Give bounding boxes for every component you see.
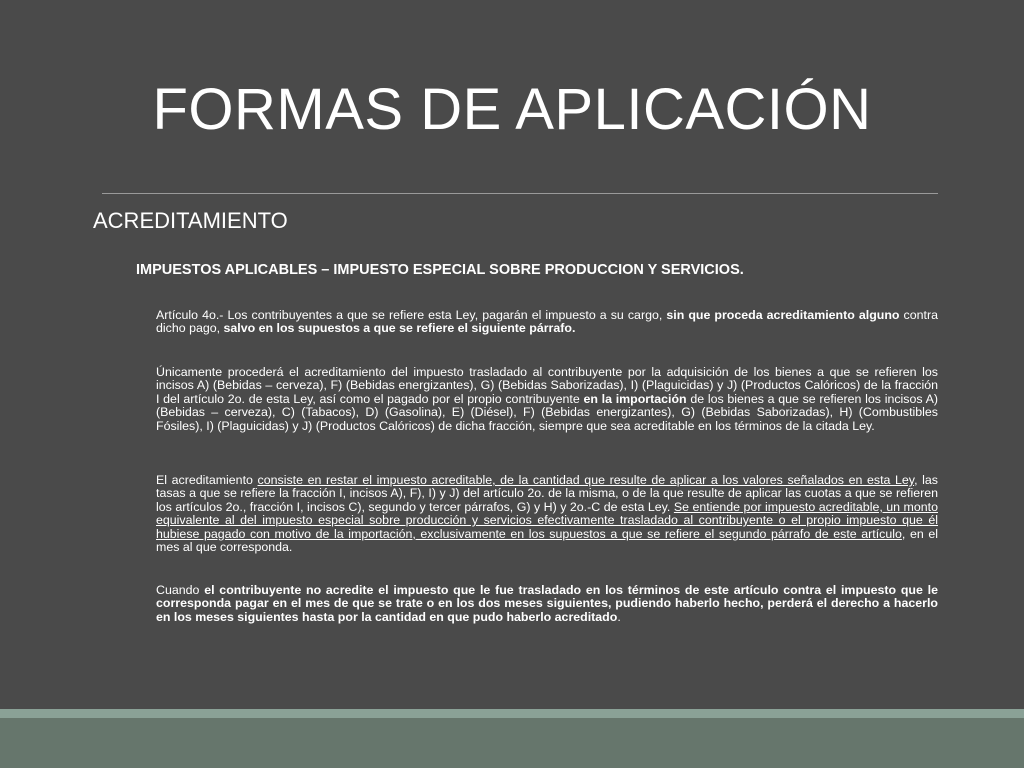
p4-text-c: . [617,609,621,624]
p1-bold-d: salvo en los supuestos a que se refiere el siguiente párrafo. [223,321,576,336]
section-heading: ACREDITAMIENTO [93,208,288,233]
p3-underline-d: Se entiende por impuesto acreditable, un monto equivalente al del impuesto especial sobre producción y servicios efectivamente trasladado al contribuyente o el propio impuesto que él hubiese pagado con motivo de la importación, exclusivamente en los supuestos a que se refiere el segundo párrafo de este artículo [156,499,938,541]
p1-text-a: Artículo 4o.- Los contribuyentes a que se refiere esta Ley, pagarán el impuesto a su cargo, [156,308,667,322]
p2-text-a: Únicamente procederá el acreditamiento del impuesto trasladado al contribuyente por la adquisición de los bienes a que se refieren los incisos A) (Bebidas – cerveza), F) (Bebidas energizantes), G) (Bebidas Saborizadas), I) (Plaguicidas) y J) (Productos Calóricos) de la fracción I del artículo 2o. de esta Ley, así como el pagado por el propio contribuyente [156,365,938,406]
p1-text-c: contra dicho pago, [156,308,938,336]
p3-text-a: El acreditamiento [156,473,258,487]
footer-band-dark [0,718,1024,768]
paragraph-unicamente [156,366,938,433]
paragraph-cuando [156,584,938,624]
p3-underline-b: consiste en restar el impuesto acreditable, de la cantidad que resulte de aplicar a los valores señalados en esta Ley [257,473,915,487]
subheading: IMPUESTOS APLICABLES – IMPUESTO ESPECIAL SOBRE PRODUCCION Y SERVICIOS. [136,262,744,278]
p4-bold-b: el contribuyente no acredite el impuesto que le fue trasladado en los términos de este artículo contra el impuesto que le corresponda pagar en el mes de que se trate o en los dos meses siguientes, pudiendo haberlo hecho, perderá el derecho a hacerlo en los meses siguientes hasta por la cantidad en que pudo haberlo acreditado [156,583,938,624]
slide-title: FORMAS DE APLICACIÓN [152,77,872,142]
title-divider [102,193,938,194]
p2-bold-b: en la importación [583,391,687,406]
p1-bold-b: sin que proceda acreditamiento alguno [666,308,900,322]
p2-text-c: de los bienes a que se refieren los incisos A) (Bebidas – cerveza), C) (Tabacos), D) (Gasolina), E) (Diésel), F) (Bebidas energizantes), G) (Bebidas Saborizadas), H) (Combustibles Fósiles), I) (Plaguicidas) y J) (Productos Calóricos) de dicha fracción, siempre que sea acreditable en los términos de la citada Ley. [156,391,938,433]
p4-text-a: Cuando [156,583,205,597]
paragraph-articulo-4 [156,309,938,336]
paragraph-acreditamiento [156,474,938,554]
p3-text-e: , en el mes al que corresponda. [156,526,938,555]
footer-band-light [0,709,1024,718]
p3-text-c: , las tasas a que se refiere la fracción I, incisos A), F), I) y J) del artículo 2o. de la misma, o de la que resulte de aplicar las cuotas a que se refieren los artículos 2o., fracción I, incisos C), segundo y tercer párrafos, G) y H) y 2o.-C de esta Ley. [156,473,938,514]
